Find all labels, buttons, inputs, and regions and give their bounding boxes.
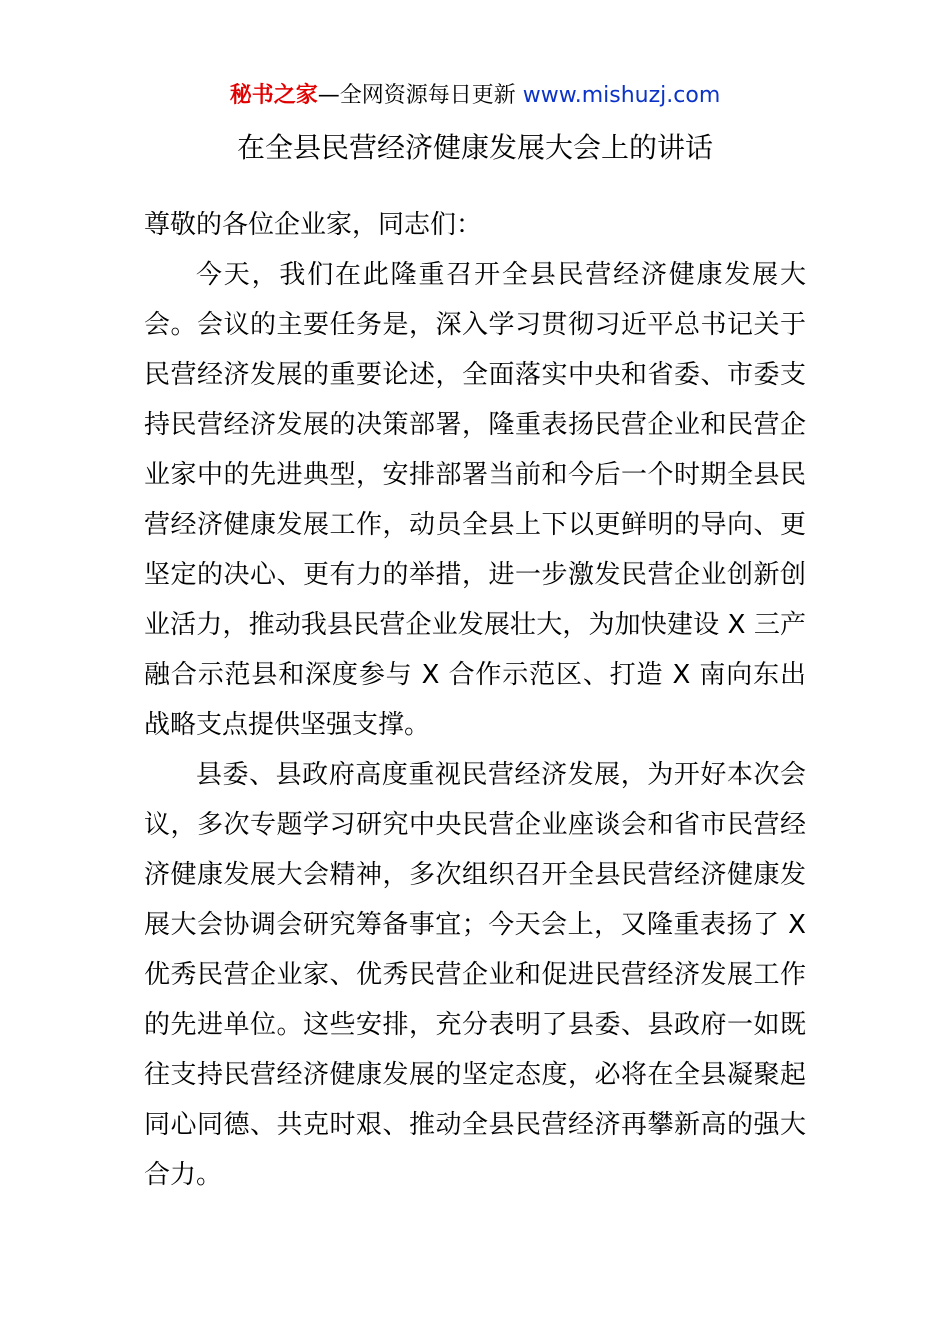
site-url-link[interactable]: www.mishuzj.com [522,83,721,108]
paragraph: 今天，我们在此隆重召开全县民营经济健康发展大会。会议的主要任务是，深入学习贯彻习近平总书记关于民营经济发展的重要论述，全面落实中央和省委、市委支持民营经济发展的决策部署，隆重表扬民营企业和民营企业家中的先进典型，安排部署当前和今后一个时期全县民营经济健康发展工作，动员全县上下以更鲜明的导向、更坚定的决心、更有力的举措，进一步激发民营企业创新创业活力，推动我县民营企业发展壮大，为加快建设 X 三产融合示范县和深度参与 X 合作示范区、打造 X 南向东出战略支点提供坚强支撑。 [144,260,806,740]
document-title: 在全县民营经济健康发展大会上的讲话 [236,131,713,164]
paragraph: 县委、县政府高度重视民营经济发展，为开好本次会议，多次专题学习研究中央民营企业座谈会和省市民营经济健康发展大会精神，多次组织召开全县民营经济健康发展大会协调会研究筹备事宜；今天会上，又隆重表扬了 X 优秀民营企业家、优秀民营企业和促进民营经济发展工作的先进单位。这些安排，充分表明了县委、县政府一如既往支持民营经济健康发展的坚定态度，必将在全县凝聚起同心同德、共克时艰、推动全县民营经济再攀新高的强大合力。 [144,760,806,1190]
brand-name: 秘书之家 [229,83,318,108]
site-tagline: —全网资源每日更新 [317,83,516,108]
document-body [144,200,806,1200]
site-header [0,80,950,112]
salutation: 尊敬的各位企业家，同志们： [144,210,483,240]
